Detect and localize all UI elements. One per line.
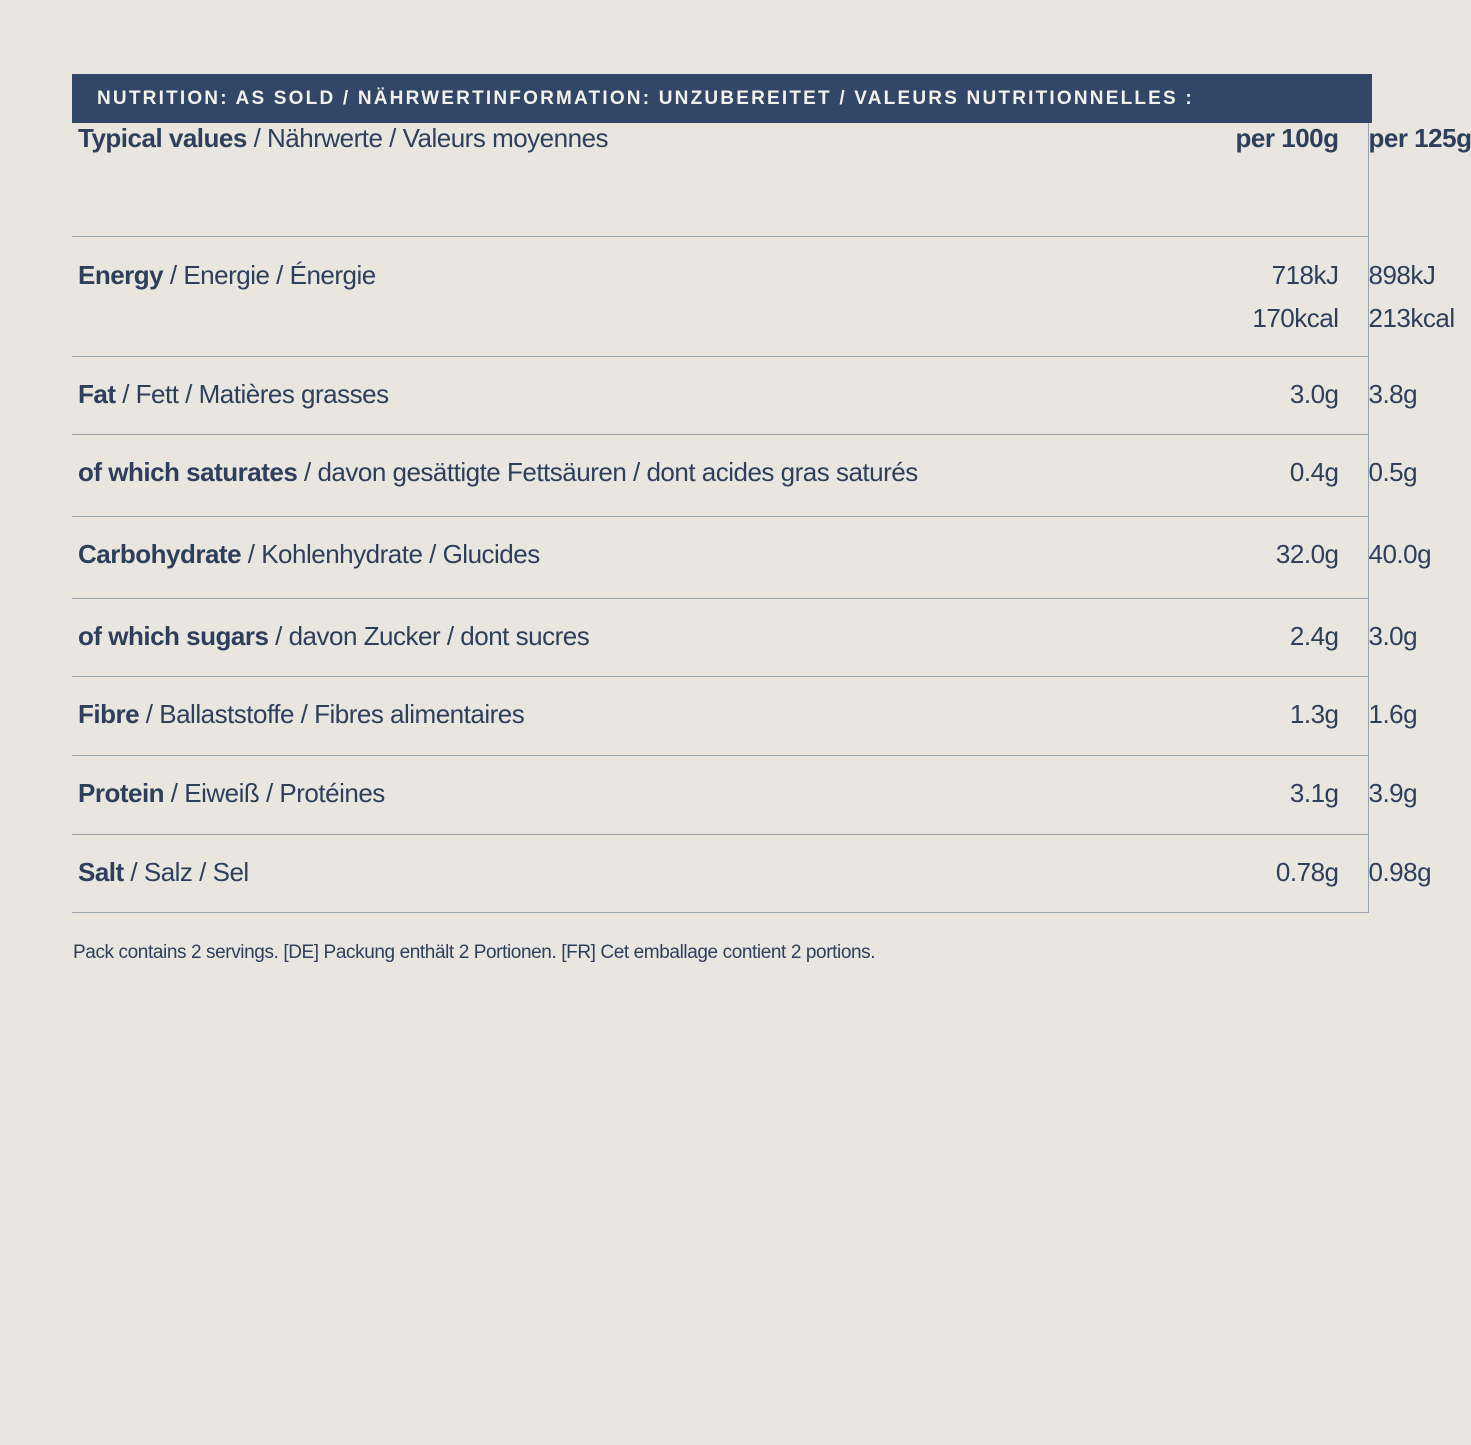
table-row: of which sugars / davon Zucker / dont sucres 2.4g 3.0g: [72, 598, 1368, 676]
nutrient-name: of which sugars: [78, 620, 269, 651]
nutrient-name: Fat: [78, 378, 116, 409]
nutrient-translations: / Kohlenhydrate / Glucides: [241, 538, 540, 569]
nutrient-translations: / Salz / Sel: [123, 856, 249, 887]
row-label: [72, 676, 1197, 755]
row-label: [72, 434, 1197, 516]
nutrition-banner: NUTRITION: AS SOLD / NÄHRWERTINFORMATION: UNZUBEREITET / VALEURS NUTRITIONNELLES :: [72, 74, 1372, 123]
energy-kj-100g: 718kJ: [1271, 259, 1339, 290]
nutrient-name: of which saturates: [78, 456, 298, 487]
value-per-100g: 3.0g: [1197, 356, 1368, 434]
value-per-100g: 0.4g: [1197, 434, 1368, 516]
row-label: [72, 598, 1197, 676]
servings-note: Pack contains 2 servings. [DE] Packung enthält 2 Portionen. [FR] Cet emballage contient 2 portions.: [73, 942, 876, 963]
table-row: Fat / Fett / Matières grasses 3.0g 3.8g: [72, 356, 1368, 434]
table-row: Carbohydrate / Kohlenhydrate / Glucides 32.0g 40.0g: [72, 516, 1368, 598]
table-row: Energy / Energie / Énergie 718kJ 170kcal 898kJ 213kcal: [72, 236, 1368, 356]
nutrient-name: Fibre: [78, 698, 140, 729]
nutrition-table: [72, 123, 1471, 913]
value-per-100g: 3.1g: [1197, 755, 1368, 834]
value-per-100g: 2.4g: [1197, 598, 1368, 676]
row-label: [72, 516, 1197, 598]
header-per-100g: per 100g: [1197, 123, 1368, 236]
energy-kj-125g: 898kJ: [1368, 259, 1436, 290]
row-label: [72, 356, 1197, 434]
row-label: [72, 755, 1197, 834]
table-row: Fibre / Ballaststoffe / Fibres alimentaires 1.3g 1.6g: [72, 676, 1368, 755]
header-label: [72, 123, 1197, 236]
nutrient-translations: / davon gesättigte Fettsäuren / dont acides gras saturés: [297, 456, 918, 487]
row-label: [72, 834, 1197, 912]
nutrition-panel: [72, 74, 1471, 913]
nutrient-translations: / Energie / Énergie: [163, 259, 376, 290]
row-label: [72, 236, 1197, 356]
value-per-100g: 32.0g: [1197, 516, 1368, 598]
nutrient-name: Energy: [78, 259, 164, 290]
header-label-rest: / Nährwerte / Valeurs moyennes: [246, 123, 609, 153]
table-row: of which saturates / davon gesättigte Fettsäuren / dont acides gras saturés 0.4g 0.5g: [72, 434, 1368, 516]
nutrient-name: Salt: [78, 856, 124, 887]
table-row: Salt / Salz / Sel 0.78g 0.98g: [72, 834, 1368, 912]
nutrient-translations: / Fett / Matières grasses: [115, 378, 389, 409]
nutrient-translations: / davon Zucker / dont sucres: [268, 620, 590, 651]
table-row: Protein / Eiweiß / Protéines 3.1g 3.9g: [72, 755, 1368, 834]
nutrient-translations: / Eiweiß / Protéines: [164, 777, 385, 808]
value-per-100g: [1197, 236, 1368, 356]
energy-kcal-100g: 170kcal: [1252, 302, 1339, 333]
nutrient-name: Protein: [78, 777, 165, 808]
nutrient-translations: / Ballaststoffe / Fibres alimentaires: [139, 698, 525, 729]
value-per-100g: 1.3g: [1197, 676, 1368, 755]
value-per-100g: 0.78g: [1197, 834, 1368, 912]
nutrient-name: Carbohydrate: [78, 538, 242, 569]
table-header-row: Typical values / Nährwerte / Valeurs moyennes per 100g per 125g: [72, 123, 1368, 236]
header-label-bold: Typical values: [78, 123, 247, 153]
